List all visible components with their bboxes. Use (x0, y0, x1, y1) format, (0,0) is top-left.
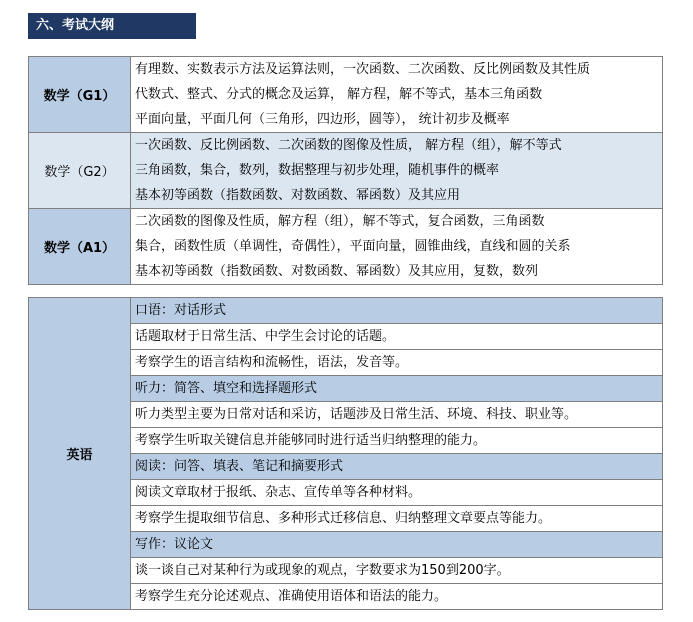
math-row-a1 (29, 209, 663, 285)
content-line: 三角函数，集合，数列，数据整理与初步处理，随机事件的概率 (131, 158, 662, 183)
content-line: 考察学生提取细节信息、多种形式迁移信息、归纳整理文章要点等能力。 (131, 506, 663, 532)
content-line: 基本初等函数（指数函数、对数函数、幂函数）及其应用，复数，数列 (131, 259, 662, 284)
content-line: 基本初等函数（指数函数、对数函数、幂函数）及其应用 (131, 183, 662, 208)
content-line: 有理数、实数表示方法及运算法则，一次函数、二次函数、反比例函数及其性质 (131, 57, 662, 82)
subject-cell: 英语 (29, 298, 131, 610)
content-line: 话题取材于日常生活、中学生会讨论的话题。 (131, 324, 663, 350)
content-line: 集合，函数性质（单调性，奇偶性），平面向量，圆锥曲线，直线和圆的关系 (131, 234, 662, 259)
math-row-g2 (29, 133, 663, 209)
content-line: 考察学生充分论述观点、准确使用语体和语法的能力。 (131, 584, 663, 610)
content-cell (131, 57, 663, 133)
english-section-heading: 听力：简答、填空和选择题形式 (131, 376, 663, 402)
math-syllabus-table (28, 56, 663, 285)
content-line: 阅读文章取材于报纸、杂志、宣传单等各种材料。 (131, 480, 663, 506)
content-cell (131, 133, 663, 209)
english-section-heading: 写作：议论文 (131, 532, 663, 558)
content-line: 代数式、整式、分式的概念及运算， 解方程，解不等式，基本三角函数 (131, 82, 662, 107)
content-line: 谈一谈自己对某种行为或现象的观点，字数要求为150到200字。 (131, 558, 663, 584)
math-row-g1 (29, 57, 663, 133)
content-line: 一次函数、反比例函数、二次函数的图像及性质， 解方程（组），解不等式 (131, 133, 662, 158)
english-syllabus-table (28, 297, 663, 610)
english-section-heading: 阅读：问答、填表、笔记和摘要形式 (131, 454, 663, 480)
subject-cell: 数学（G2） (29, 133, 131, 209)
subject-cell: 数学（G1） (29, 57, 131, 133)
content-line: 平面向量，平面几何（三角形，四边形，圆等）， 统计初步及概率 (131, 107, 662, 132)
content-line: 考察学生听取关键信息并能够同时进行适当归纳整理的能力。 (131, 428, 663, 454)
english-section-heading: 口语：对话形式 (131, 298, 663, 324)
content-cell (131, 209, 663, 285)
subject-cell: 数学（A1） (29, 209, 131, 285)
section-title: 六、考试大纲 (28, 13, 196, 39)
content-line: 听力类型主要为日常对话和采访，话题涉及日常生活、环境、科技、职业等。 (131, 402, 663, 428)
content-line: 考察学生的语言结构和流畅性，语法，发音等。 (131, 350, 663, 376)
content-line: 二次函数的图像及性质，解方程（组），解不等式，复合函数，三角函数 (131, 209, 662, 234)
